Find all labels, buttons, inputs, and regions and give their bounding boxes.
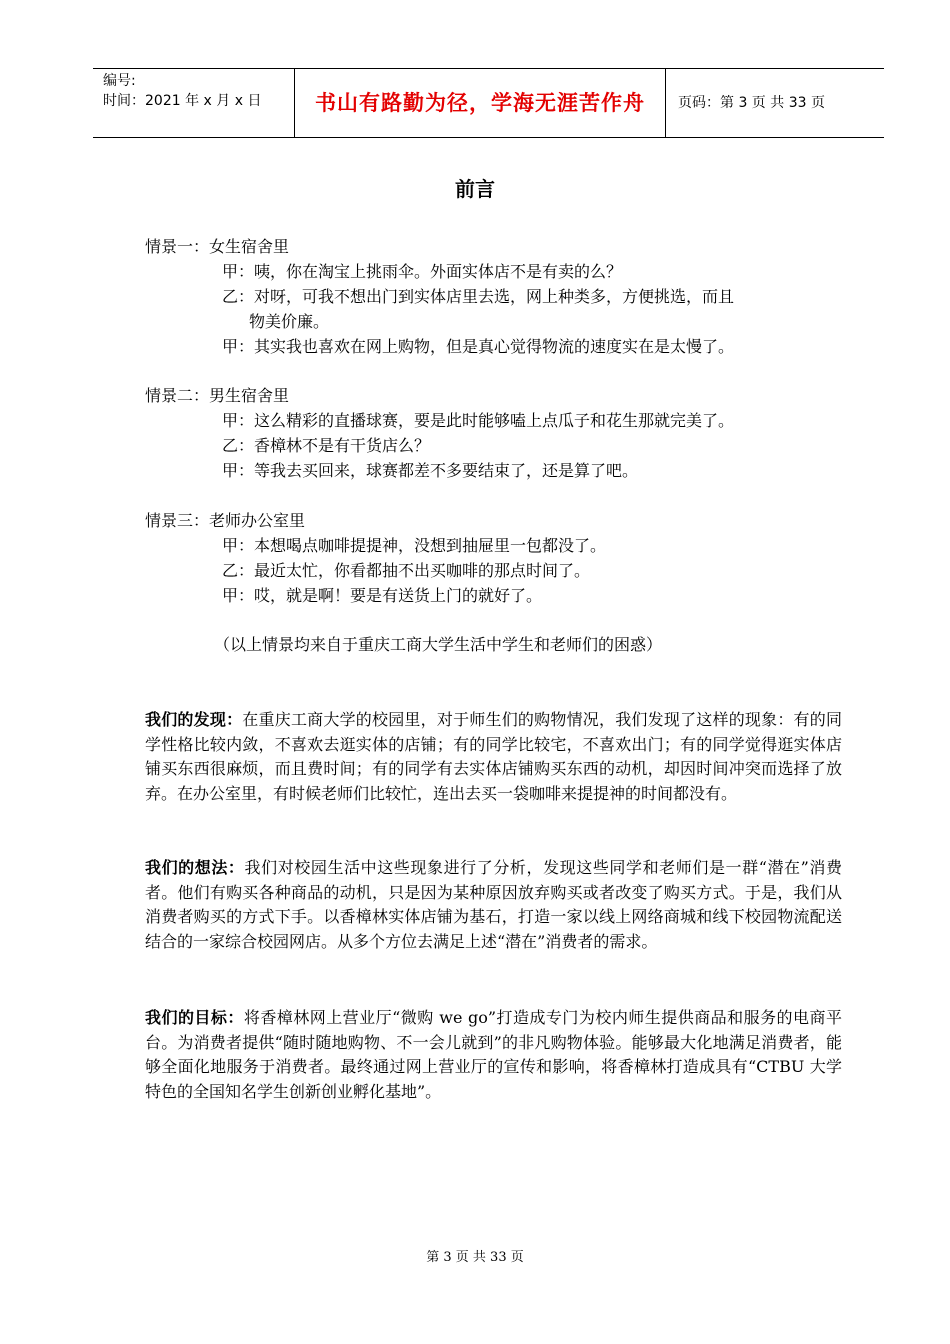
scene-heading: 情景三：老师办公室里: [145, 511, 306, 530]
dialogue-line: 甲：这么精彩的直播球赛，要是此时能够嗑上点瓜子和花生那就完美了。: [222, 411, 735, 430]
header-page-number: 页码：第 3 页 共 33 页: [678, 95, 825, 111]
dialogue-line: 甲：其实我也喜欢在网上购物，但是真心觉得物流的速度实在是太慢了。: [222, 337, 735, 356]
scene-heading: 情景二：男生宿舍里: [145, 386, 290, 405]
dialogue-line: 甲：等我去买回来，球赛都差不多要结束了，还是算了吧。: [222, 461, 639, 480]
header-motto: 书山有路勤为径，学海无涯苦作舟: [295, 69, 666, 137]
section-idea: [145, 856, 842, 954]
section-text: 将香樟林网上营业厅“微购 we go”打造成专门为校内师生提供商品和服务的电商平台。为消费者提供“随时随地购物、不一会儿就到”的非凡购物体验。能够最大化地满足消费者，能够全面化地服务于消费者。最终通过网上营业厅的宣传和影响，将香樟林打造成具有“CTBU 大学特色的全国知名学生创新创业孵化基地”。: [145, 1008, 842, 1101]
dialogue-line: 甲：咦，你在淘宝上挑雨伞。外面实体店不是有卖的么？: [222, 262, 623, 281]
section-label: 我们的发现：: [145, 710, 243, 729]
dialogue-line: 物美价廉。: [249, 312, 330, 331]
section-goal: [145, 1006, 842, 1104]
date-label: 时间：2021 年 x 月 x 日: [103, 93, 262, 109]
page-title: 前言: [455, 177, 495, 201]
section-text: 我们对校园生活中这些现象进行了分析，发现这些同学和老师们是一群“潜在”消费者。他们有购买各种商品的动机，只是因为某种原因放弃购买或者改变了购买方式。于是，我们从消费者购买的方式下手。以香樟林实体店铺为基石，打造一家以线上网络商城和线下校园物流配送结合的一家综合校园网店。从多个方位去满足上述“潜在”消费者的需求。: [145, 858, 842, 951]
serial-label: 编号:: [103, 73, 136, 89]
dialogue-line: 甲：本想喝点咖啡提提神，没想到抽屉里一包都没了。: [222, 536, 607, 555]
section-label: 我们的想法：: [145, 858, 245, 877]
dialogue-line: 乙：对呀，可我不想出门到实体店里去选，网上种类多，方便挑选，而且: [222, 287, 735, 306]
section-label: 我们的目标：: [145, 1008, 244, 1027]
page-header: [93, 68, 884, 138]
dialogue-line: 甲：哎，就是啊！要是有送货上门的就好了。: [222, 586, 543, 605]
header-meta: [93, 69, 295, 137]
section-discovery: [145, 708, 842, 806]
scene-heading: 情景一：女生宿舍里: [145, 237, 290, 256]
dialogue-line: 乙：最近太忙，你看都抽不出买咖啡的那点时间了。: [222, 561, 591, 580]
page-footer: 第 3 页 共 33 页: [426, 1250, 524, 1265]
section-text: 在重庆工商大学的校园里，对于师生们的购物情况，我们发现了这样的现象：有的同学性格比较内敛，不喜欢去逛实体的店铺；有的同学比较宅，不喜欢出门；有的同学觉得逛实体店铺买东西很麻烦，而且费时间；有的同学有去实体店铺购买东西的动机，却因时间冲突而选择了放弃。在办公室里，有时候老师们比较忙，连出去买一袋咖啡来提提神的时间都没有。: [145, 710, 842, 803]
scene-source-note: （以上情景均来自于重庆工商大学生活中学生和老师们的困惑）: [214, 635, 663, 654]
dialogue-line: 乙：香樟林不是有干货店么？: [222, 436, 431, 455]
